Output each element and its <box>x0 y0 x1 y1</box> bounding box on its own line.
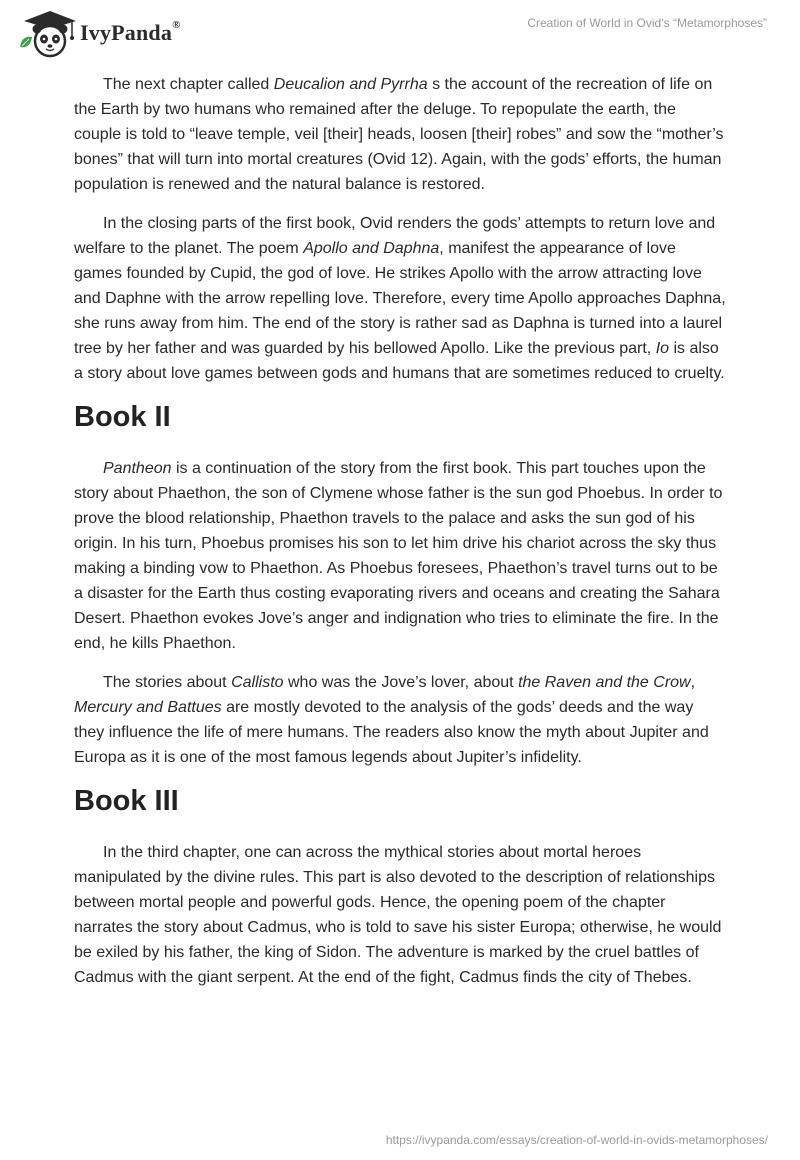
panda-logo-icon <box>14 7 78 59</box>
text-run: who was the Jove’s lover, about <box>283 674 519 691</box>
text-run: The next chapter called <box>103 76 274 93</box>
essay-content <box>74 72 726 1004</box>
text-run: are mostly devoted to the analysis of the gods’ deeds and the way they influence the life of mere humans. The readers also know the myth about Jupiter and Europa as it is one of the most famous legends about Jupiter’s infidelity. <box>74 699 709 766</box>
paragraph-pantheon <box>74 456 726 656</box>
text-run: is also a story about love games between gods and humans that are sometimes reduced to cruelty. <box>74 340 725 382</box>
paragraph-callisto <box>74 670 726 770</box>
paragraph-cadmus <box>74 840 726 990</box>
brand-name <box>80 20 181 46</box>
italic-title: Mercury and Battues <box>74 699 222 716</box>
italic-title: Pantheon <box>103 460 172 477</box>
italic-title: Callisto <box>231 674 284 691</box>
brand-text: IvyPanda <box>80 20 173 45</box>
document-title: Creation of World in Ovid’s “Metamorphoses” <box>527 16 767 30</box>
paragraph-apollo <box>74 211 726 386</box>
paragraph-deucalion <box>74 72 726 197</box>
text-run: , manifest the appearance of love games founded by Cupid, the god of love. He strikes Apollo with the arrow attracting love and Daphne with the arrow repelling love. Therefore, every time Apollo approaches Daphna, she runs away from him. The end of the story is rather sad as Daphna is turned into a laurel tree by her father and was guarded by his bellowed Apollo. Like the previous part, <box>74 240 726 357</box>
text-run: , <box>690 674 696 691</box>
italic-title: Deucalion and Pyrrha <box>273 76 428 93</box>
italic-title: Io <box>655 340 670 357</box>
heading-book-2: Book II <box>74 401 171 433</box>
text-run: The stories about <box>103 674 232 691</box>
text-run: is a continuation of the story from the first book. This part touches upon the story about Phaethon, the son of Clymene whose father is the sun god Phoebus. In order to prove the blood relationship, Phaethon travels to the palace and asks the sun god of his origin. In his turn, Phoebus promises his son to let him drive his chariot across the sky thus making a binding vow to Phaethon. As Phoebus foresees, Phaethon’s travel turns out to be a disaster for the Earth thus costing evaporating rivers and oceans and creating the Sahara Desert. Phaethon evokes Jove’s anger and indignation who tries to eliminate the fire. In the end, he kills Phaethon. <box>74 460 723 652</box>
registered-mark: ® <box>172 18 181 31</box>
italic-title: the Raven and the Crow <box>518 674 691 691</box>
page-header <box>0 0 800 64</box>
text-run: s the account of the recreation of life on the Earth by two humans who remained after the deluge. To repopulate the earth, the couple is told to “leave temple, veil [their] heads, loosen [their] robes” and sow the “mother’s bones” that will turn into mortal creatures (Ovid 12). Again, with the gods’ efforts, the human population is renewed and the natural balance is restored. <box>74 76 724 193</box>
text-run: In the closing parts of the first book, Ovid renders the gods’ attempts to return love and welfare to the planet. The poem <box>74 215 716 257</box>
italic-title: Apollo and Daphna <box>303 240 440 257</box>
source-url: https://ivypanda.com/essays/creation-of-world-in-ovids-metamorphoses/ <box>385 1133 768 1147</box>
heading-book-3: Book III <box>74 785 179 817</box>
text-run: In the third chapter, one can across the mythical stories about mortal heroes manipulated by the divine rules. This part is also devoted to the description of relationships between mortal people and powerful gods. Hence, the opening poem of the chapter narrates the story about Cadmus, who is told to save his sister Europa; otherwise, he would be exiled by his father, the king of Sidon. The adventure is marked by the cruel battles of Cadmus with the giant serpent. At the end of the fight, Cadmus finds the city of Thebes. <box>74 844 722 986</box>
